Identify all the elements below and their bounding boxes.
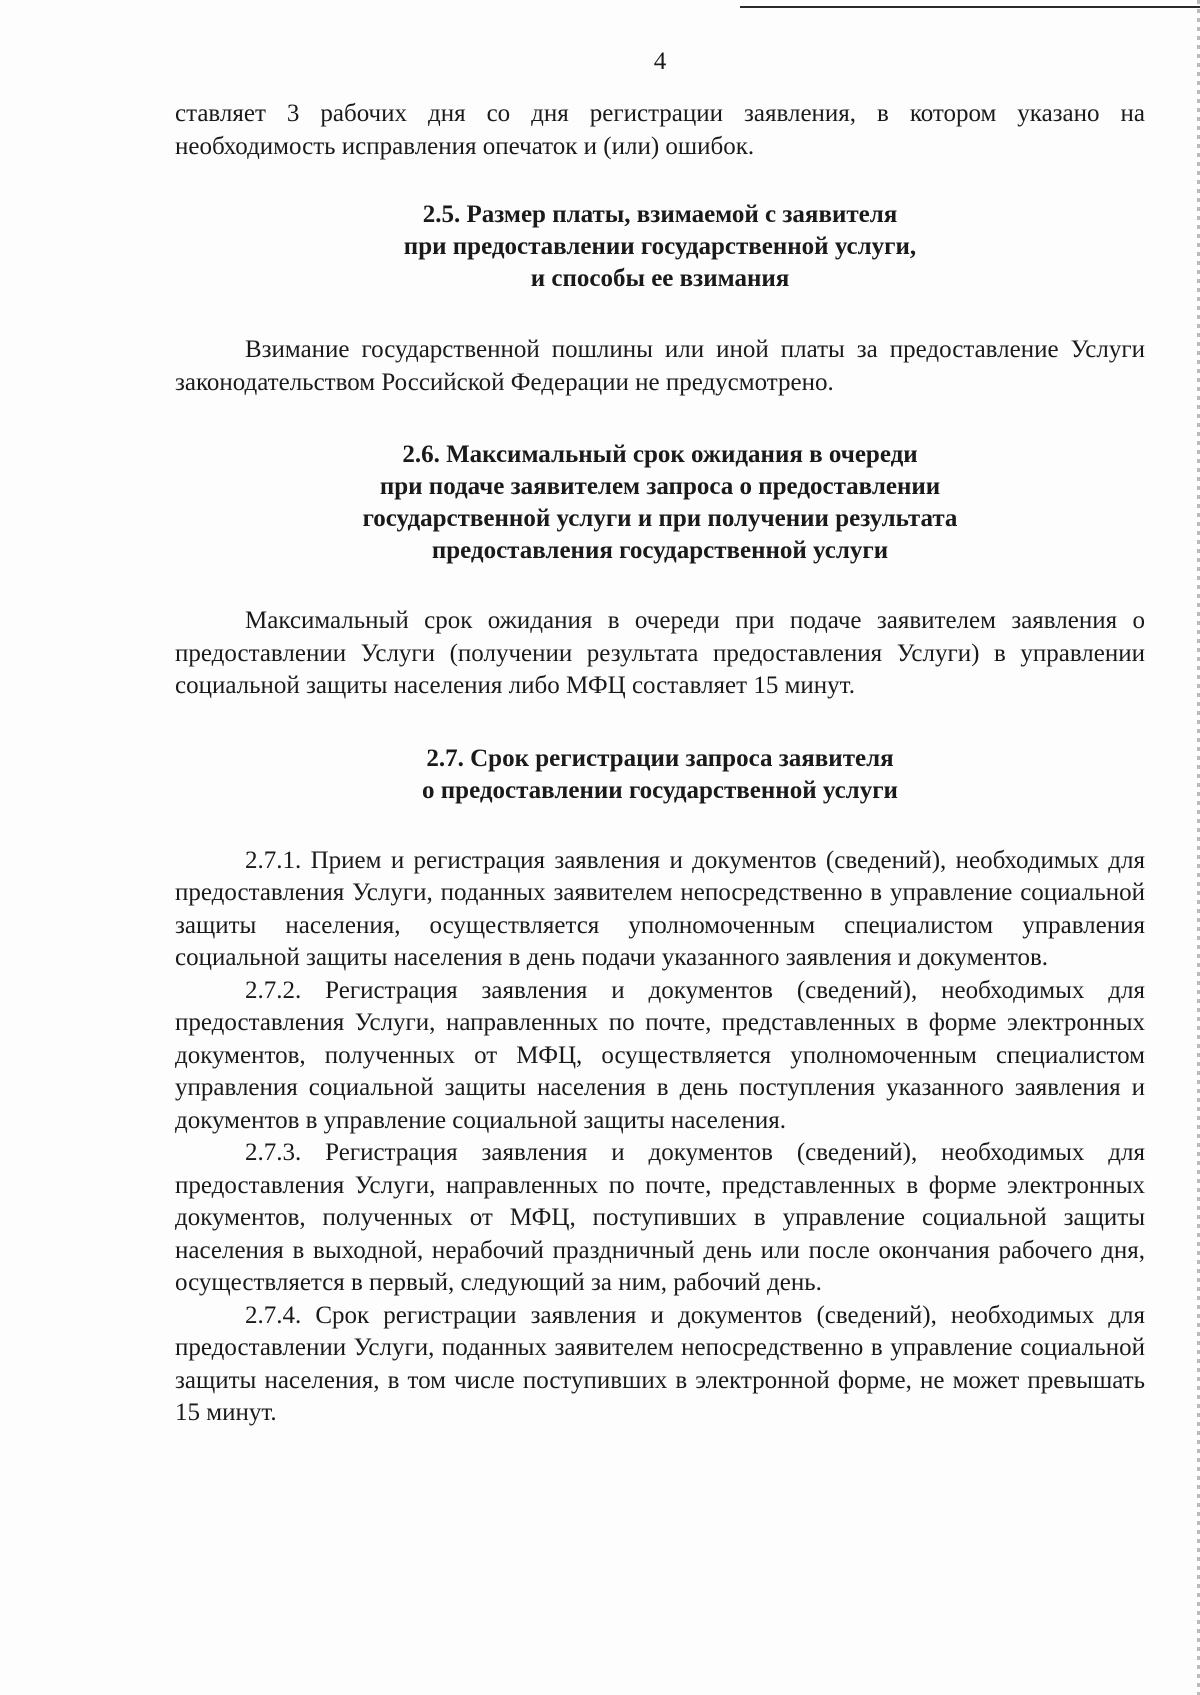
section-2-6-title xyxy=(175,439,1145,567)
section-2-7 xyxy=(175,743,1145,1430)
section-2-6-text: Максимальный срок ожидания в очереди при подаче заявителем заявления о предоставлении Услуги (получении результата предоставления Услуги) в управлении социальной защиты населения либо МФЦ составляет 15 минут. xyxy=(175,607,1145,699)
section-2-5-title xyxy=(175,199,1145,295)
section-2-7-title xyxy=(175,743,1145,807)
section-2-6 xyxy=(175,439,1145,703)
section-2-5-title-line-3: и способы ее взимания xyxy=(530,265,790,292)
section-2-7-title-line-2: о предоставлении государственной услуги xyxy=(422,776,898,804)
document-body xyxy=(175,46,1145,1430)
paragraph-2-7-3: 2.7.3. Регистрация заявления и документов (сведений), необходимых для предоставления Услуги, направленных по почте, представленных в форме электронных документов, полученных от МФЦ, поступивших в управление социальной защиты населения в выходной, нерабочий праздничный день или после окончания рабочего дня, осуществляется в первый, следующий за ним, рабочий день. xyxy=(175,1139,1145,1296)
section-2-7-title-line-1: 2.7. Срок регистрации запроса заявителя xyxy=(426,744,894,772)
page-number: 4 xyxy=(653,48,667,75)
section-2-6-title-line-2: при подаче заявителем запроса о предоставлении xyxy=(379,473,941,500)
paragraph-2-7-4: 2.7.4. Срок регистрации заявления и документов (сведений), необходимых для предоставлении Услуги, поданных заявителем непосредственно в управление социальной защиты населения, в том числе поступивших в электронной форме, не может превышать 15 минут. xyxy=(175,1301,1145,1426)
paragraph-2-7-2: 2.7.2. Регистрация заявления и документов (сведений), необходимых для предоставления Услуги, направленных по почте, представленных в форме электронных документов, полученных от МФЦ, осуществляется уполномоченным специалистом управления социальной защиты населения в день поступления указанного заявления и документов в управление социальной защиты населения. xyxy=(175,976,1145,1134)
section-2-5-title-line-1: 2.5. Размер платы, взимаемой с заявителя xyxy=(422,201,898,228)
paragraph-2-7-1: 2.7.1. Прием и регистрация заявления и документов (сведений), необходимых для предоставления Услуги, поданных заявителем непосредственно в управление социальной защиты населения, осуществляется уполномоченным специалистом управления социальной защиты населения в день подачи указанного заявления и документов. xyxy=(175,846,1145,971)
section-2-6-title-line-3: государственной услуги и при получении результата xyxy=(362,505,958,532)
top-border-line xyxy=(740,6,1200,8)
intro-paragraph: ставляет 3 рабочих дня со дня регистрации заявления, в котором указано на необходимость исправления опечаток и (или) ошибок. xyxy=(175,100,1145,160)
section-2-6-title-line-1: 2.6. Максимальный срок ожидания в очереди xyxy=(402,441,918,468)
section-2-5 xyxy=(175,199,1145,399)
section-2-5-text: Взимание государственной пошлины или иной платы за предоставление Услуги законодательством Российской Федерации не предусмотрено. xyxy=(175,336,1145,396)
section-2-5-title-line-2: при предоставлении государственной услуги, xyxy=(403,233,917,260)
section-2-6-title-line-4: предоставления государственной услуги xyxy=(431,537,889,564)
